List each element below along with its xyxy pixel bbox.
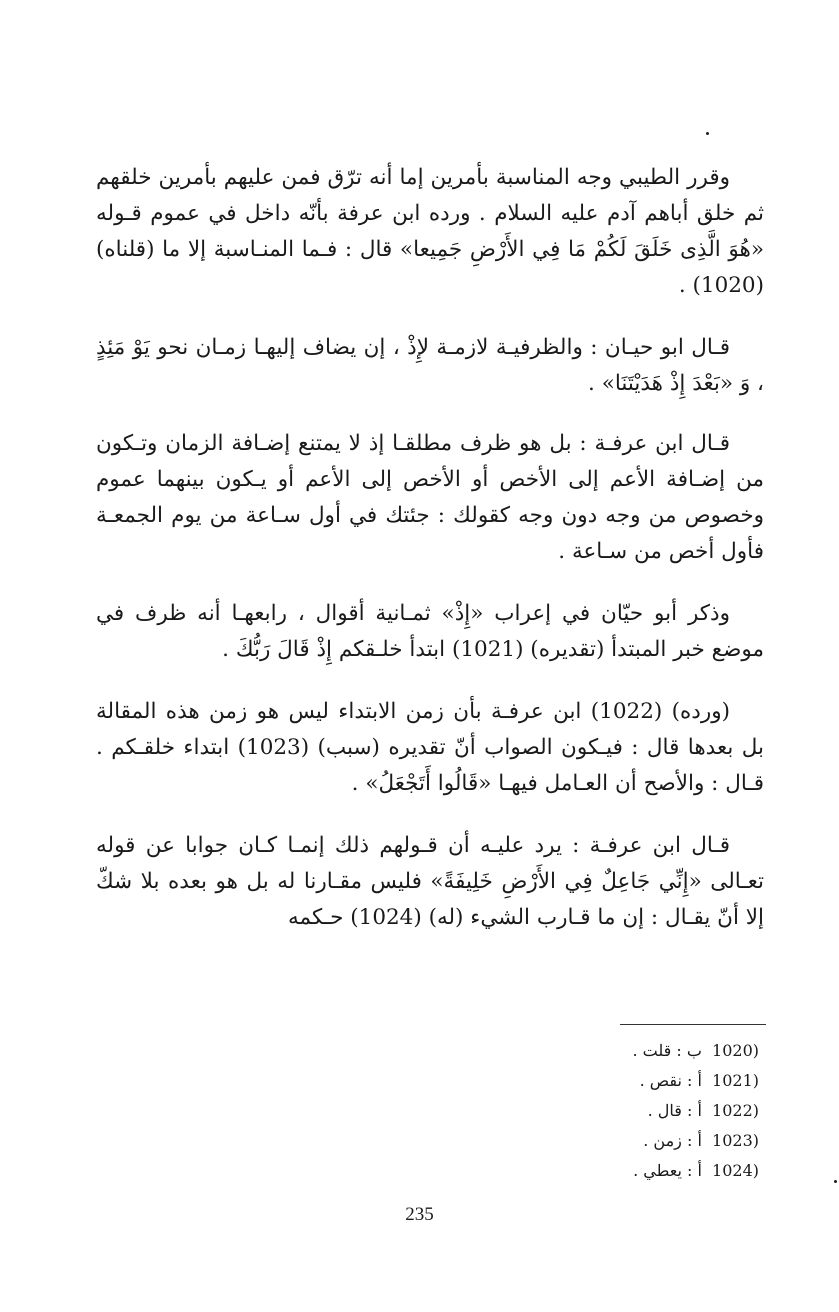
footnote-number: (1021 bbox=[712, 1071, 759, 1090]
footnote bbox=[499, 1066, 759, 1096]
page-number: 235 bbox=[405, 1204, 434, 1225]
footnotes bbox=[499, 1036, 759, 1186]
footnote-text: أ : نقص . bbox=[639, 1071, 702, 1090]
paragraph: قـال ابن عرفـة : يرد عليـه أن قـولهم ذلك إنمـا كـان جوابا عن قوله تعـالى «إِنِّي جَاعِلٌ فِي الأَرْضِ خَلِيفَةً» فليس مقـارنا له بل هو بعده بلا شكّ إلا أنّ يقـال : إن ما قـارب الشيء (له) (1024) حـكمه bbox=[96, 833, 764, 930]
footnote bbox=[499, 1036, 759, 1066]
footnote-number: (1023 bbox=[712, 1131, 759, 1150]
ink-speck bbox=[834, 1180, 837, 1183]
footnote-number: (1024 bbox=[712, 1161, 759, 1180]
main-text bbox=[96, 160, 764, 962]
footnote bbox=[499, 1156, 759, 1186]
footnote bbox=[499, 1126, 759, 1156]
paragraph: قـال ابن عرفـة : بل هو ظرف مطلقـا إذ لا يمتنع إضـافة الزمان وتـكون من إضـافة الأعم إلى الأخص أو الأخص إلى الأعم أو يـكون بينهما عموم وخصوص من وجه دون وجه كقولك : جئتك في أول سـاعة من يوم الجمعـة فأول أخص من سـاعة . bbox=[96, 431, 764, 564]
footnote-number: (1022 bbox=[712, 1101, 759, 1120]
footnote-number: (1020 bbox=[712, 1041, 759, 1060]
paragraph: وقرر الطيبي وجه المناسبة بأمرين إما أنه ترّق فمن عليهم بأمرين خلقهم ثم خلق أباهم آدم عليه السلام . ورده ابن عرفة بأنّه داخل في عموم قـوله «هُوَ الَّذِى خَلَقَ لَكُمْ مَا فِي الأَرْضِ جَمِيعا» قال : فـما المنـاسبة إلا ما (قلناه) (1020) . bbox=[96, 165, 764, 298]
footnote-text: ب : قلت . bbox=[632, 1041, 702, 1060]
paragraph: وذكر أبو حيّان في إعراب «إِذْ» ثمـانية أقوال ، رابعهـا أنه ظرف في موضع خبر المبتدأ (تقديره) (1021) ابتدأ خلـقكم إِذْ قَالَ رَبُّكَ . bbox=[96, 601, 764, 662]
ink-speck bbox=[706, 132, 709, 135]
paragraph: (ورده) (1022) ابن عرفـة بأن زمن الابتداء ليس هو زمن هذه المقالة بل بعدها قال : فيـكون الصواب أنّ تقديره (سبب) (1023) ابتداء خلقـكم . قـال : والأصح أن العـامل فيهـا «قَالُوا أَتَجْعَلُ» . bbox=[96, 699, 764, 796]
footnote-separator bbox=[620, 1024, 766, 1025]
footnote-text: أ : قال . bbox=[647, 1101, 702, 1120]
paragraph: قـال ابو حيـان : والظرفيـة لازمـة لإِذْ ، إن يضاف إليهـا زمـان نحو يَوْ مَئِذٍ ، وَ «بَعْدَ إِذْ هَدَيْتَنَا» . bbox=[96, 335, 764, 396]
footnote-text: أ : زمن . bbox=[643, 1131, 702, 1150]
footnote bbox=[499, 1096, 759, 1126]
footnote-text: أ : يعطي . bbox=[633, 1161, 702, 1180]
